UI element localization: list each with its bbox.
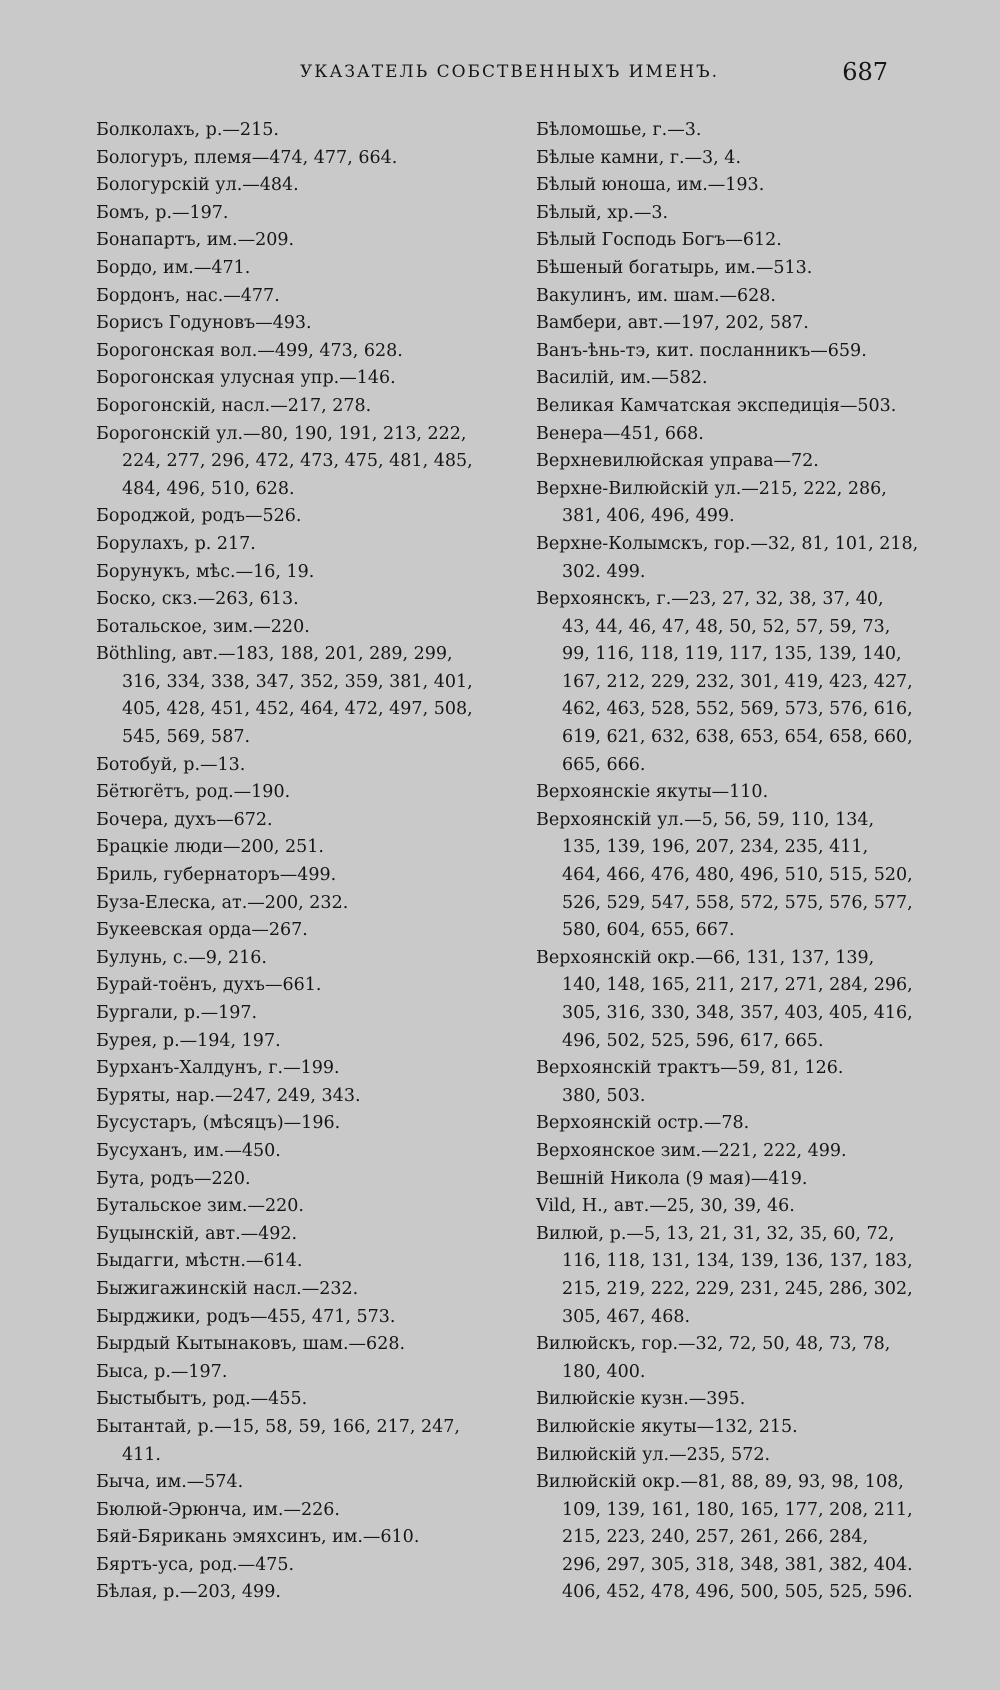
index-entry-line: Бюлюй-Эрюнча, им.—226. — [96, 1499, 340, 1520]
index-entry — [96, 1110, 506, 1138]
index-entry-continuation: 215, 219, 222, 229, 231, 245, 286, 302, — [562, 1278, 913, 1299]
index-entry — [536, 945, 926, 1055]
index-entry-line: Верхоянское зим.—221, 222, 499. — [536, 1140, 847, 1161]
index-entry-line: Борогонскій, насл.—217, 278. — [96, 395, 372, 416]
index-column-left — [96, 117, 506, 1607]
index-entry — [536, 338, 926, 366]
index-entry — [96, 1414, 506, 1469]
index-entry-line: Борисъ Годуновъ—493. — [96, 313, 312, 334]
index-entry — [96, 1497, 506, 1525]
index-entry-line: Василій, им.—582. — [536, 368, 708, 389]
index-entry-line: Бётюгётъ, род.—190. — [96, 782, 291, 803]
index-entry — [536, 421, 926, 449]
index-entry — [536, 1110, 926, 1138]
index-entry — [96, 1552, 506, 1580]
index-entry — [536, 1386, 926, 1414]
index-entry — [96, 393, 506, 421]
index-entry-line: Бологурскій ул.—484. — [96, 175, 299, 196]
index-entry — [536, 1469, 926, 1607]
index-entry-continuation: 109, 139, 161, 180, 165, 177, 208, 211, — [562, 1499, 913, 1520]
index-entry — [96, 1138, 506, 1166]
index-entry — [96, 1083, 506, 1111]
index-entry-line: Бурханъ-Халдунъ, г.—199. — [96, 1058, 340, 1079]
index-entry-line: Верхоянскіе якуты—110. — [536, 782, 769, 803]
index-entry-continuation: 305, 316, 330, 348, 357, 403, 405, 416, — [562, 1003, 913, 1023]
index-entry — [536, 310, 926, 338]
index-entry-line: Бонапартъ, им.—209. — [96, 230, 295, 251]
index-entry — [96, 1000, 506, 1028]
index-entry-line: Верхоянскій трактъ—59, 81, 126. — [536, 1058, 844, 1079]
index-entry-line: Бургали, р.—197. — [96, 1003, 258, 1023]
index-entry — [96, 586, 506, 614]
index-entry-line: Бриль, губернаторъ—499. — [96, 865, 337, 886]
index-entry — [96, 365, 506, 393]
index-entry-continuation: 411. — [122, 1444, 161, 1465]
index-entry — [536, 1221, 926, 1331]
index-entry-line: Боско, скз.—263, 613. — [96, 589, 299, 610]
index-entry-continuation: 135, 139, 196, 207, 234, 235, 411, — [562, 837, 869, 858]
index-entry — [536, 1138, 926, 1166]
index-entry-line: Буцынскій, авт.—492. — [96, 1223, 298, 1244]
index-entry-continuation: 406, 452, 478, 496, 500, 505, 525, 596. — [562, 1582, 913, 1603]
index-entry-line: Великая Камчатская экспедиція—503. — [536, 395, 897, 416]
index-entry — [536, 1193, 926, 1221]
index-entry-continuation: 305, 467, 468. — [562, 1306, 691, 1327]
index-entry — [96, 117, 506, 145]
index-entry — [536, 476, 926, 531]
index-entry-continuation: 580, 604, 655, 667. — [562, 920, 735, 941]
index-entry-line: Böthling, авт.—183, 188, 201, 289, 299, — [96, 644, 453, 665]
index-entry — [96, 1524, 506, 1552]
index-entry-line: Бута, родъ—220. — [96, 1168, 251, 1189]
index-entry — [96, 1386, 506, 1414]
index-entry — [96, 752, 506, 780]
index-entry-continuation: 464, 466, 476, 480, 496, 510, 515, 520, — [562, 865, 913, 886]
index-entry-line: Бырдый Кытынаковъ, шам.—628. — [96, 1334, 406, 1355]
index-entry — [96, 1304, 506, 1332]
index-entry-line: Вилюйскіе кузн.—395. — [536, 1389, 746, 1410]
index-entry — [96, 421, 506, 504]
index-entry-line: Бордо, им.—471. — [96, 257, 251, 278]
index-entry-continuation: 316, 334, 338, 347, 352, 359, 381, 401, — [122, 671, 473, 692]
index-entry-line: Бусуханъ, им.—450. — [96, 1140, 281, 1161]
index-entry — [96, 1469, 506, 1497]
index-entry-continuation: 43, 44, 46, 47, 48, 50, 52, 57, 59, 73, — [562, 616, 891, 637]
index-entry-line: Бѣлые камни, г.—3, 4. — [536, 147, 742, 168]
index-entry-line: Ботобуй, р.—13. — [96, 754, 246, 775]
index-entry-line: Бѣлый Господь Богъ—612. — [536, 230, 782, 251]
index-entry-line: Бяй-Бярикань эмяхсинъ, им.—610. — [96, 1527, 420, 1548]
index-entry-line: Верхне-Вилюйскій ул.—215, 222, 286, — [536, 478, 887, 499]
index-entry-line: Ботальское, зим.—220. — [96, 616, 310, 637]
index-entry — [96, 890, 506, 918]
index-entry-continuation: 405, 428, 451, 452, 464, 472, 497, 508, — [122, 699, 473, 720]
index-entry-line: Бытантай, р.—15, 58, 59, 166, 217, 247, — [96, 1416, 460, 1437]
index-entry-line: Верхоянскій окр.—66, 131, 137, 139, — [536, 947, 875, 968]
index-entry-line: Буряты, нар.—247, 249, 343. — [96, 1085, 361, 1106]
index-entry-continuation: 140, 148, 165, 211, 217, 271, 284, 296, — [562, 975, 913, 996]
index-entry-line: Бусустаръ, (мѣсяцъ)—196. — [96, 1113, 341, 1134]
index-entry-continuation: 484, 496, 510, 628. — [122, 478, 295, 499]
index-entry-line: Буза-Елеска, ат.—200, 232. — [96, 892, 349, 913]
index-entry — [536, 227, 926, 255]
index-entry-line: Борогонская улусная упр.—146. — [96, 368, 396, 389]
index-entry — [96, 310, 506, 338]
index-entry-line: Vild, H., авт.—25, 30, 39, 46. — [536, 1196, 795, 1217]
index-entry-line: Булунь, с.—9, 216. — [96, 947, 267, 968]
index-entry — [536, 531, 926, 586]
index-entry — [96, 200, 506, 228]
index-entry-line: Вилюйскій ул.—235, 572. — [536, 1444, 771, 1465]
index-entry-line: Вилюйскіе якуты—132, 215. — [536, 1416, 798, 1437]
index-entry — [96, 641, 506, 751]
index-entry — [536, 283, 926, 311]
index-entry-line: Борогонская вол.—499, 473, 628. — [96, 340, 403, 361]
index-entry-line: Бочера, духъ—672. — [96, 809, 273, 830]
running-head — [0, 58, 1000, 92]
index-entry — [96, 227, 506, 255]
index-entry — [536, 1442, 926, 1470]
index-entry — [96, 255, 506, 283]
index-entry-continuation: 167, 212, 229, 232, 301, 419, 423, 427, — [562, 671, 913, 692]
index-entry-line: Ванъ-ѣнь-тэ, кит. посланникъ—659. — [536, 340, 867, 361]
index-entry — [536, 807, 926, 945]
index-entry — [96, 834, 506, 862]
index-entry-line: Верхневилюйская управа—72. — [536, 451, 819, 472]
index-entry — [536, 365, 926, 393]
index-entry — [536, 200, 926, 228]
index-entry-line: Борунукъ, мѣс.—16, 19. — [96, 561, 315, 582]
index-entry — [96, 503, 506, 531]
index-entry — [96, 1248, 506, 1276]
index-entry — [96, 862, 506, 890]
index-entry-line: Бордонъ, нас.—477. — [96, 285, 280, 306]
index-entry-line: Быжигажинскій насл.—232. — [96, 1278, 359, 1299]
index-entry — [536, 448, 926, 476]
index-entry — [536, 1166, 926, 1194]
index-entry-continuation: 381, 406, 496, 499. — [562, 506, 735, 527]
index-entry-line: Верхоянскій остр.—78. — [536, 1113, 750, 1134]
index-entry-continuation: 180, 400. — [562, 1361, 646, 1382]
index-entry — [536, 586, 926, 779]
index-entry — [536, 393, 926, 421]
index-entry-line: Быдагги, мѣстн.—614. — [96, 1251, 303, 1272]
index-entry-continuation: 215, 223, 240, 257, 261, 266, 284, — [562, 1527, 869, 1548]
index-entry — [96, 1579, 506, 1607]
index-entry — [96, 1166, 506, 1194]
index-entry-line: Верхоянскъ, г.—23, 27, 32, 38, 37, 40, — [536, 589, 884, 610]
index-entry-continuation: 496, 502, 525, 596, 617, 665. — [562, 1030, 824, 1051]
index-entry — [536, 1414, 926, 1442]
index-column-right — [536, 117, 926, 1607]
index-entry-line: Бѣлая, р.—203, 499. — [96, 1582, 281, 1603]
index-entry-continuation: 380, 503. — [562, 1085, 646, 1106]
index-entry — [96, 614, 506, 642]
index-entry — [96, 1331, 506, 1359]
index-entry-continuation: 296, 297, 305, 318, 348, 381, 382, 404. — [562, 1554, 913, 1575]
index-entry-line: Бологуръ, племя—474, 477, 664. — [96, 147, 398, 168]
index-entry-line: Бѣлый, хр.—3. — [536, 202, 669, 223]
index-entry-line: Борулахъ, р. 217. — [96, 533, 256, 554]
index-entry — [96, 1276, 506, 1304]
index-entry-line: Быча, им.—574. — [96, 1472, 244, 1493]
index-entry-continuation: 526, 529, 547, 558, 572, 575, 576, 577, — [562, 892, 913, 913]
index-entry-line: Вилюйскъ, гор.—32, 72, 50, 48, 73, 78, — [536, 1334, 891, 1355]
index-entry-line: Вилюй, р.—5, 13, 21, 31, 32, 35, 60, 72, — [536, 1223, 895, 1244]
index-entry — [96, 531, 506, 559]
index-entry-line: Болколахъ, р.—215. — [96, 120, 279, 140]
index-entry-line: Бурай-тоёнъ, духъ—661. — [96, 975, 322, 996]
index-entry-line: Быстыбытъ, род.—455. — [96, 1389, 308, 1410]
index-entry — [96, 972, 506, 1000]
index-entry-line: Бѣшеный богатырь, им.—513. — [536, 257, 813, 278]
index-entry — [536, 1331, 926, 1386]
index-entry-line: Бѣломошье, г.—3. — [536, 120, 702, 140]
index-entry — [96, 779, 506, 807]
index-entry — [96, 338, 506, 366]
index-entry-line: Верхоянскій ул.—5, 56, 59, 110, 134, — [536, 809, 875, 830]
index-entry-line: Борогонскій ул.—80, 190, 191, 213, 222, — [96, 423, 467, 444]
index-entry-line: Вакулинъ, им. шам.—628. — [536, 285, 776, 306]
index-entry — [536, 255, 926, 283]
index-entry — [536, 172, 926, 200]
index-entry-line: Верхне-Колымскъ, гор.—32, 81, 101, 218, — [536, 533, 919, 554]
index-entry-continuation: 302. 499. — [562, 561, 646, 582]
index-entry-line: Вешній Никола (9 мая)—419. — [536, 1168, 808, 1189]
index-entry-continuation: 619, 621, 632, 638, 653, 654, 658, 660, — [562, 727, 913, 748]
index-entry-line: Быса, р.—197. — [96, 1361, 228, 1382]
index-entry — [96, 807, 506, 835]
index-entry — [96, 1221, 506, 1249]
index-entry — [536, 117, 926, 145]
index-entry-line: Венера—451, 668. — [536, 423, 704, 444]
index-entry-line: Вилюйскій окр.—81, 88, 89, 93, 98, 108, — [536, 1472, 904, 1493]
index-entry — [96, 283, 506, 311]
index-entry — [536, 1055, 926, 1110]
index-entry-line: Бѣлый юноша, им.—193. — [536, 175, 765, 196]
page-number: 687 — [842, 58, 888, 86]
running-title: УКАЗАТЕЛЬ СОБСТВЕННЫХЪ ИМЕНЪ. — [300, 62, 720, 82]
index-entry-line: Бырджики, родъ—455, 471, 573. — [96, 1306, 396, 1327]
index-entry-line: Бомъ, р.—197. — [96, 202, 229, 223]
index-entry — [536, 779, 926, 807]
index-entry — [96, 1028, 506, 1056]
index-entry-line: Бороджой, родъ—526. — [96, 506, 302, 527]
index-entry — [96, 945, 506, 973]
index-entry-continuation: 116, 118, 131, 134, 139, 136, 137, 183, — [562, 1251, 913, 1272]
index-entry-continuation: 665, 666. — [562, 754, 646, 775]
index-entry-continuation: 462, 463, 528, 552, 569, 573, 576, 616, — [562, 699, 913, 720]
index-entry — [96, 145, 506, 173]
index-entry — [96, 1055, 506, 1083]
index-entry-continuation: 224, 277, 296, 472, 473, 475, 481, 485, — [122, 451, 473, 472]
index-entry-continuation: 545, 569, 587. — [122, 727, 251, 748]
index-entry-line: Бутальское зим.—220. — [96, 1196, 304, 1217]
index-entry-line: Брацкіе люди—200, 251. — [96, 837, 324, 858]
index-entry-line: Бяртъ-уса, род.—475. — [96, 1554, 295, 1575]
index-entry — [96, 1359, 506, 1387]
index-entry-line: Бурея, р.—194, 197. — [96, 1030, 281, 1051]
index-entry-continuation: 99, 116, 118, 119, 117, 135, 139, 140, — [562, 644, 902, 665]
index-entry — [536, 145, 926, 173]
index-entry — [96, 559, 506, 587]
index-entry-line: Вамбери, авт.—197, 202, 587. — [536, 313, 809, 334]
index-entry — [96, 917, 506, 945]
index-entry-line: Букеевская орда—267. — [96, 920, 308, 941]
index-entry — [96, 1193, 506, 1221]
index-entry — [96, 172, 506, 200]
